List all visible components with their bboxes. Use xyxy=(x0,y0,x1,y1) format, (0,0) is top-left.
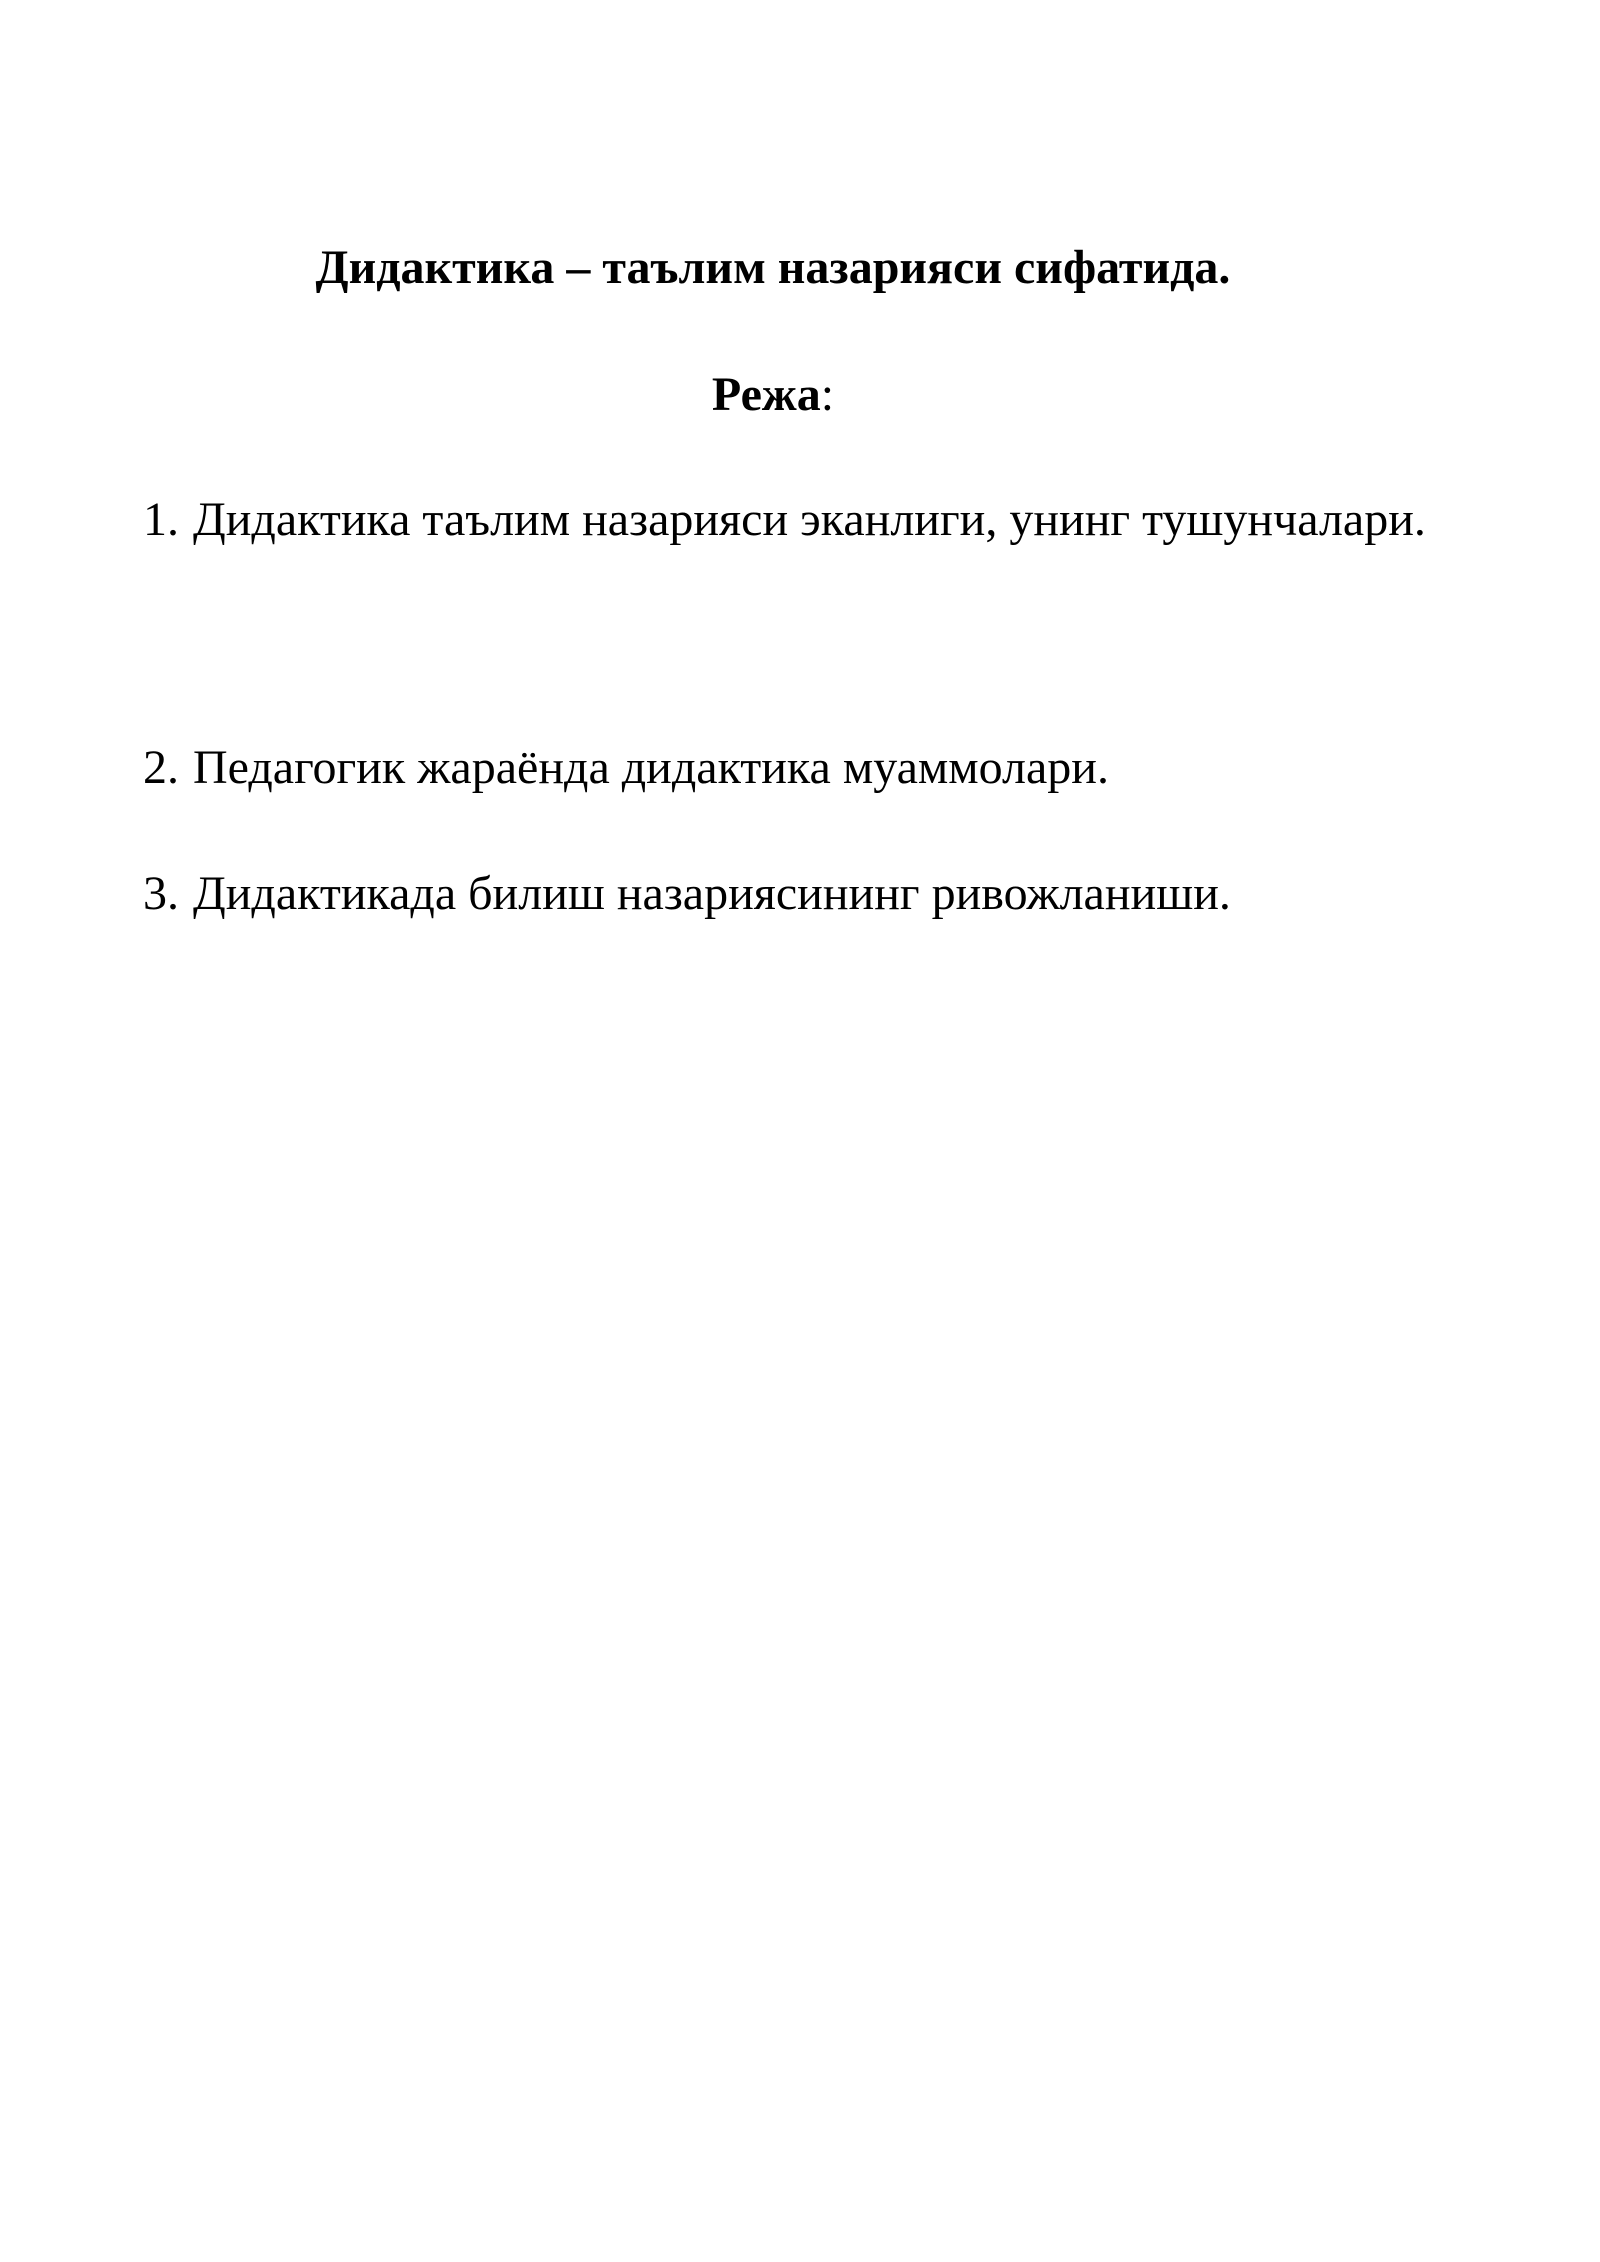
plan-item-number: 3. xyxy=(143,867,179,920)
plan-item-text: Дидактикада билиш назариясининг ривожланиши. xyxy=(193,867,1231,920)
plan-item-text: Дидактика таълим назарияси эканлиги, унинг тушунчалари. xyxy=(193,493,1426,546)
plan-item-text: Педагогик жараёнда дидактика муаммолари. xyxy=(193,741,1109,794)
plan-heading xyxy=(0,365,1546,425)
plan-item-number: 1. xyxy=(143,493,179,546)
plan-heading-colon: : xyxy=(820,368,835,421)
document-title: Дидактика – таълим назарияси сифатида. xyxy=(315,241,1231,294)
plan-heading-label: Режа xyxy=(711,368,821,421)
plan-item-number: 2. xyxy=(143,741,179,794)
